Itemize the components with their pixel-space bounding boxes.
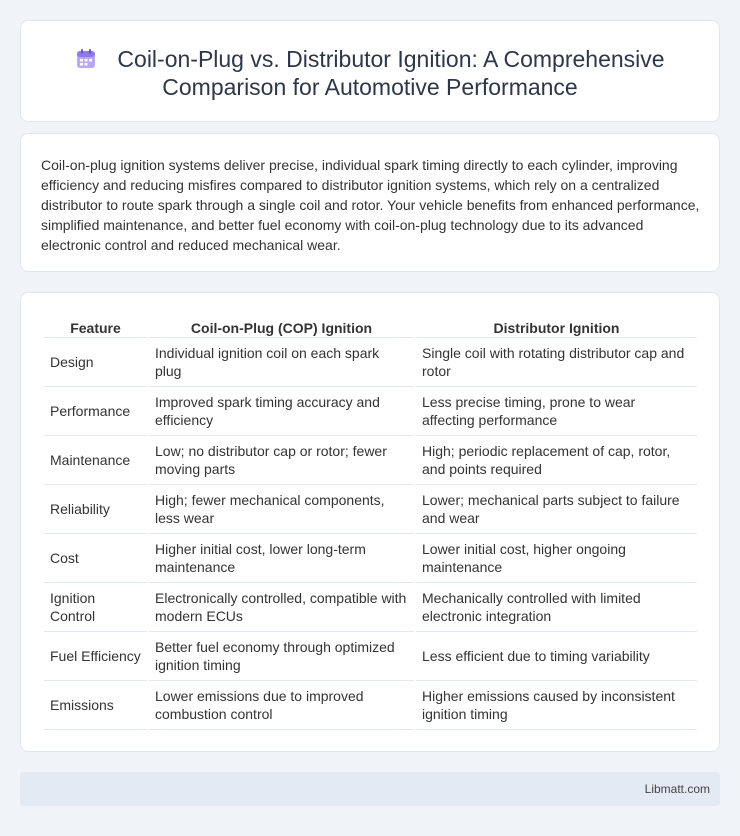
row-feature: Performance (44, 387, 147, 436)
row-distributor: High; periodic replacement of cap, rotor, and points required (416, 436, 697, 485)
intro-card (20, 133, 720, 272)
row-cop: High; fewer mechanical components, less wear (149, 485, 414, 534)
calendar-icon (75, 48, 97, 70)
header-feature: Feature (44, 314, 147, 338)
row-distributor: Lower initial cost, higher ongoing maintenance (416, 534, 697, 583)
row-cop: Improved spark timing accuracy and efficiency (149, 387, 414, 436)
intro-paragraph: Coil-on-plug ignition systems deliver precise, individual spark timing directly to each cylinder, improving efficiency and reducing misfires compared to distributor ignition systems, which rely on a centralized distributor to route spark through a single coil and rotor. Your vehicle benefits from enhanced performance, simplified maintenance, and better fuel economy with coil-on-plug technology due to its advanced electronic control and reduced mechanical wear. (41, 157, 700, 253)
row-cop: Low; no distributor cap or rotor; fewer moving parts (149, 436, 414, 485)
header-distributor: Distributor Ignition (416, 314, 697, 338)
row-feature: Fuel Efficiency (44, 632, 147, 681)
row-cop: Lower emissions due to improved combustion control (149, 681, 414, 730)
row-distributor: Higher emissions caused by inconsistent ignition timing (416, 681, 697, 730)
row-distributor: Less efficient due to timing variability (416, 632, 697, 681)
table-row (44, 387, 697, 436)
row-feature: Cost (44, 534, 147, 583)
table-row (44, 681, 697, 730)
row-feature: Maintenance (44, 436, 147, 485)
table-row (44, 583, 697, 632)
row-feature: Ignition Control (44, 583, 147, 632)
page-title-wrap (21, 45, 719, 101)
row-feature: Emissions (44, 681, 147, 730)
row-cop: Better fuel economy through optimized ignition timing (149, 632, 414, 681)
footer (20, 772, 720, 806)
table-row (44, 485, 697, 534)
row-distributor: Less precise timing, prone to wear affecting performance (416, 387, 697, 436)
row-feature: Design (44, 338, 147, 387)
row-feature: Reliability (44, 485, 147, 534)
row-distributor: Mechanically controlled with limited electronic integration (416, 583, 697, 632)
row-cop: Higher initial cost, lower long-term maintenance (149, 534, 414, 583)
row-distributor: Lower; mechanical parts subject to failure and wear (416, 485, 697, 534)
row-distributor: Single coil with rotating distributor cap and rotor (416, 338, 697, 387)
table-row (44, 632, 697, 681)
row-cop: Electronically controlled, compatible with modern ECUs (149, 583, 414, 632)
table-row (44, 534, 697, 583)
header-cop: Coil-on-Plug (COP) Ignition (149, 314, 414, 338)
footer-brand-link[interactable]: Libmatt.com (644, 782, 710, 796)
table-header-row (44, 314, 697, 338)
title-card (20, 20, 720, 122)
page-title: Coil-on-Plug vs. Distributor Ignition: A Comprehensive Comparison for Automotive Performance (117, 46, 665, 100)
comparison-table (42, 314, 699, 730)
comparison-card (20, 292, 720, 752)
table-row (44, 436, 697, 485)
table-row (44, 338, 697, 387)
row-cop: Individual ignition coil on each spark plug (149, 338, 414, 387)
